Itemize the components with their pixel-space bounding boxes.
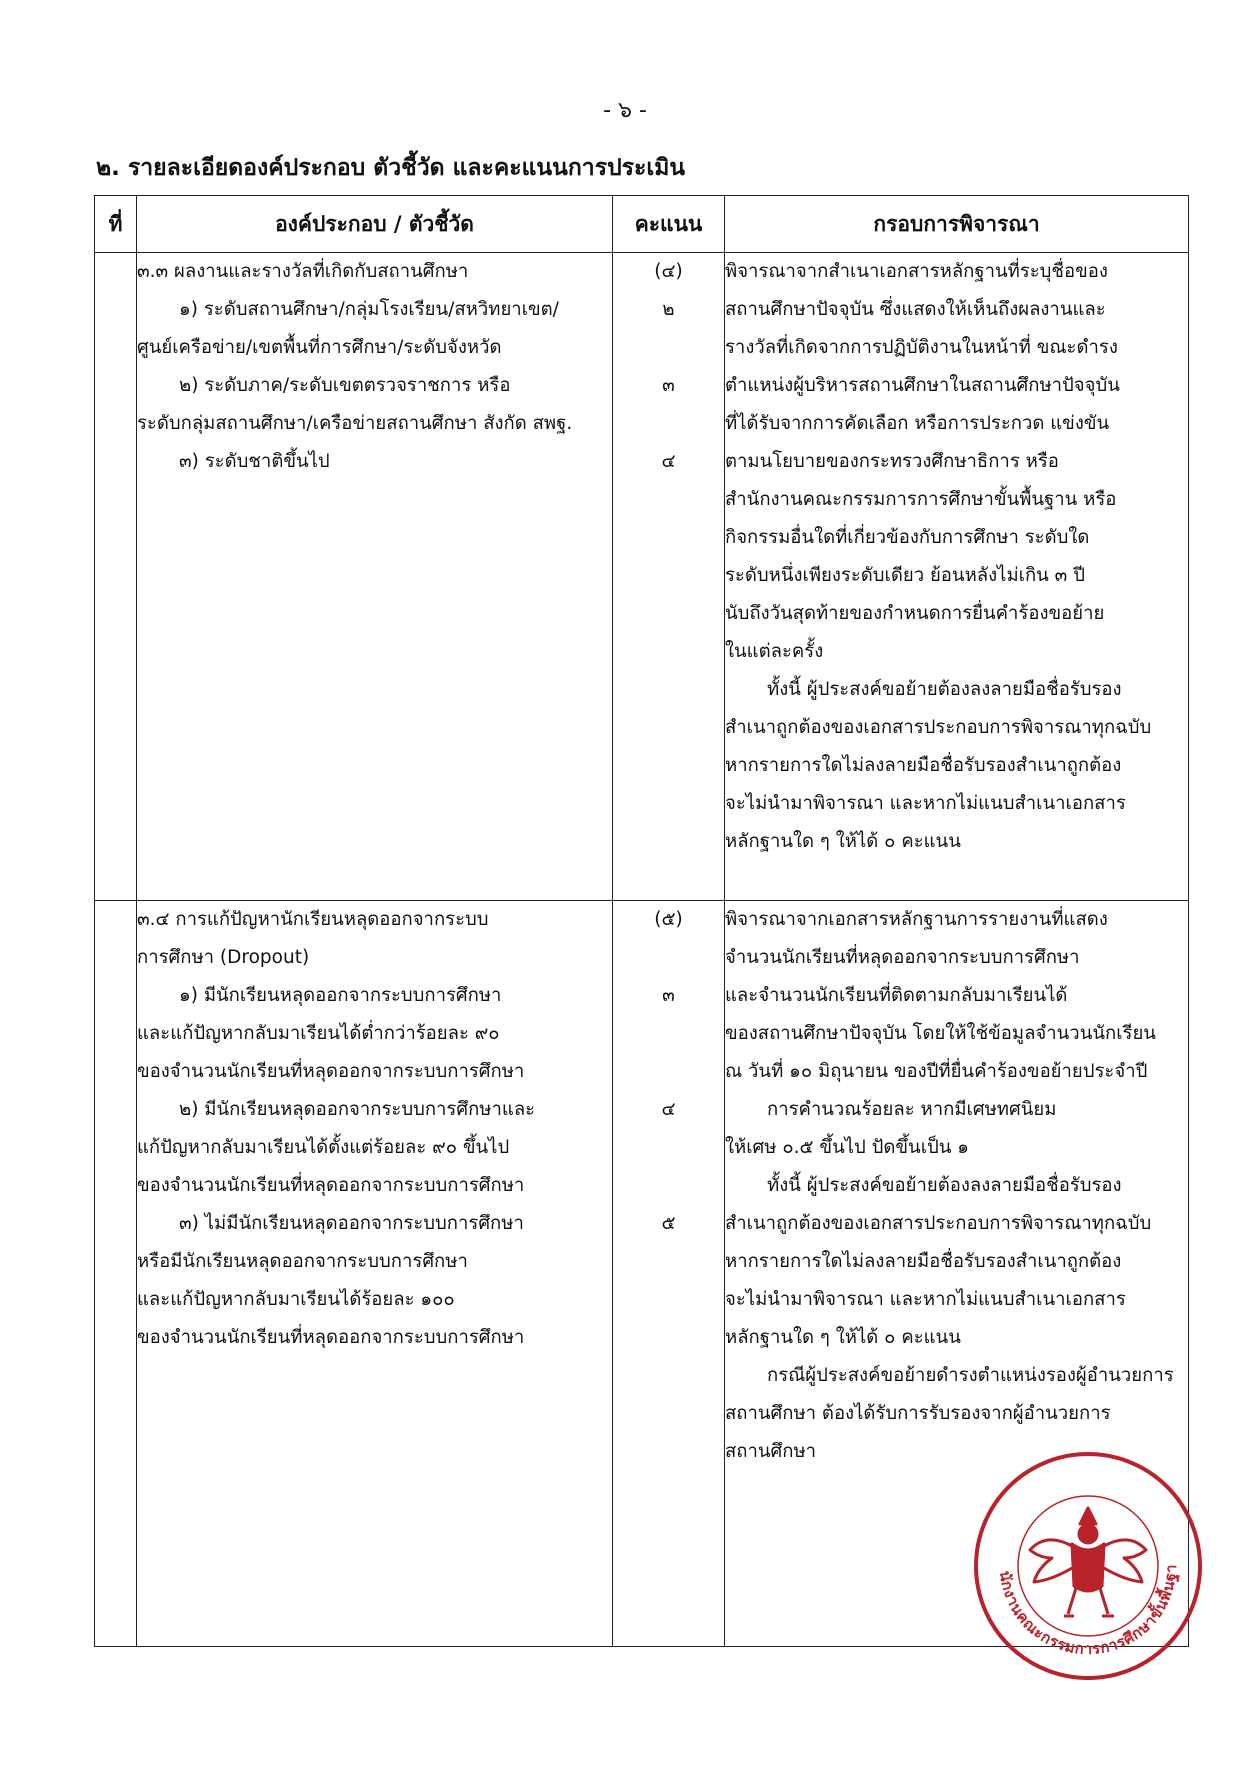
header-score: คะแนน xyxy=(613,196,725,253)
criteria-line: สำเนาถูกต้องของเอกสารประกอบการพิจารณาทุกฉบับ xyxy=(725,1213,1152,1234)
criteria-line: จำนวนนักเรียนที่หลุดออกจากระบบการศึกษา xyxy=(725,947,1080,968)
row-number-cell xyxy=(95,253,137,901)
criteria-line: การคำนวณร้อยละ หากมีเศษทศนิยม xyxy=(767,1099,1057,1120)
criteria-line: ระดับหนึ่งเพียงระดับเดียว ย้อนหลังไม่เกิน ๓ ปี xyxy=(725,565,1085,586)
criteria-cell xyxy=(725,253,1189,901)
criteria-line: รางวัลที่เกิดจากการปฏิบัติงานในหน้าที่ ขณะดำรง xyxy=(725,337,1118,358)
component-line: ของจำนวนนักเรียนที่หลุดออกจากระบบการศึกษา xyxy=(137,1061,525,1082)
component-line: ๒) มีนักเรียนหลุดออกจากระบบการศึกษาและ xyxy=(179,1099,536,1120)
score-line: ๓ xyxy=(662,375,675,396)
criteria-line: ในแต่ละครั้ง xyxy=(725,641,824,662)
criteria-line: สถานศึกษาปัจจุบัน ซึ่งแสดงให้เห็นถึงผลงานและ xyxy=(725,299,1106,320)
score-line: ๔ xyxy=(661,1099,676,1120)
component-line: ๓.๓ ผลงานและรางวัลที่เกิดกับสถานศึกษา xyxy=(137,261,469,282)
criteria-line: จะไม่นำมาพิจารณา และหากไม่แนบสำเนาเอกสาร xyxy=(725,793,1126,814)
score-cell xyxy=(613,253,725,901)
score-line xyxy=(613,405,724,443)
component-line: ระดับกลุ่มสถานศึกษา/เครือข่ายสถานศึกษา สังกัด สพฐ. xyxy=(137,413,573,434)
score-line: (๕) xyxy=(654,909,683,930)
criteria-line: หากรายการใดไม่ลงลายมือชื่อรับรองสำเนาถูกต้อง xyxy=(725,1251,1122,1272)
criteria-line: สำเนาถูกต้องของเอกสารประกอบการพิจารณาทุกฉบับ xyxy=(725,717,1152,738)
criteria-line: ทั้งนี้ ผู้ประสงค์ขอย้ายต้องลงลายมือชื่อรับรอง xyxy=(767,679,1122,700)
criteria-line: ที่ได้รับจากการคัดเลือก หรือการประกวด แข่งขัน xyxy=(725,413,1110,434)
score-line xyxy=(613,1015,724,1053)
component-line: ๒) ระดับภาค/ระดับเขตตรวจราชการ หรือ xyxy=(179,375,511,396)
score-line: ๒ xyxy=(662,299,675,320)
header-component: องค์ประกอบ / ตัวชี้วัด xyxy=(137,196,613,253)
criteria-line: หลักฐานใด ๆ ให้ได้ ๐ คะแนน xyxy=(725,1327,961,1348)
criteria-line: พิจารณาจากเอกสารหลักฐานการรายงานที่แสดง xyxy=(725,909,1108,930)
table-row xyxy=(95,253,1189,901)
table-header-row xyxy=(95,196,1189,253)
criteria-line: กิจกรรมอื่นใดที่เกี่ยวข้องกับการศึกษา ระดับใด xyxy=(725,527,1090,548)
criteria-line: และจำนวนนักเรียนที่ติดตามกลับมาเรียนได้ xyxy=(725,985,1068,1006)
component-line: ๓.๔ การแก้ปัญหานักเรียนหลุดออกจากระบบ xyxy=(137,909,489,930)
score-line: ๕ xyxy=(661,1213,676,1234)
score-cell xyxy=(613,901,725,1647)
assessment-table xyxy=(94,195,1189,1647)
garuda-emblem-icon xyxy=(968,1446,1208,1686)
criteria-line: ทั้งนี้ ผู้ประสงค์ขอย้ายต้องลงลายมือชื่อรับรอง xyxy=(767,1175,1122,1196)
score-line: ๔ xyxy=(661,451,676,472)
component-cell xyxy=(137,901,613,1647)
component-line: ๑) ระดับสถานศึกษา/กลุ่มโรงเรียน/สหวิทยาเขต/ xyxy=(179,299,559,320)
row-number-cell xyxy=(95,901,137,1647)
component-line: ๓) ระดับชาติขึ้นไป xyxy=(179,451,330,472)
criteria-line: กรณีผู้ประสงค์ขอย้ายดำรงตำแหน่งรองผู้อำนวยการ xyxy=(767,1365,1174,1386)
criteria-line: หากรายการใดไม่ลงลายมือชื่อรับรองสำเนาถูกต้อง xyxy=(725,755,1122,776)
component-line: การศึกษา (Dropout) xyxy=(137,947,310,968)
criteria-line: ณ วันที่ ๑๐ มิถุนายน ของปีที่ยื่นคำร้องขอย้ายประจำปี xyxy=(725,1061,1148,1082)
criteria-line: พิจารณาจากสำเนาเอกสารหลักฐานที่ระบุชื่อของ xyxy=(725,261,1108,282)
score-line xyxy=(613,1129,724,1167)
score-line xyxy=(613,1053,724,1091)
criteria-line: นับถึงวันสุดท้ายของกำหนดการยื่นคำร้องขอย้าย xyxy=(725,603,1105,624)
component-line: หรือมีนักเรียนหลุดออกจากระบบการศึกษา xyxy=(137,1251,468,1272)
criteria-line: หลักฐานใด ๆ ให้ได้ ๐ คะแนน xyxy=(725,831,961,852)
component-line: และแก้ปัญหากลับมาเรียนได้ต่ำกว่าร้อยละ ๙๐ xyxy=(137,1023,500,1044)
section-heading: ๒. รายละเอียดองค์ประกอบ ตัวชี้วัด และคะแนนการประเมิน xyxy=(96,155,686,181)
score-line xyxy=(613,329,724,367)
seal-text: นักงานคณะกรรมการการศึกษาขั้นพื้นฐา xyxy=(996,1563,1181,1659)
criteria-line: สถานศึกษา ต้องได้รับการรับรองจากผู้อำนวยการ xyxy=(725,1403,1111,1424)
header-criteria: กรอบการพิจารณา xyxy=(725,196,1189,253)
official-seal xyxy=(968,1446,1208,1686)
criteria-line: จะไม่นำมาพิจารณา และหากไม่แนบสำเนาเอกสาร xyxy=(725,1289,1126,1310)
criteria-line: ตามนโยบายของกระทรวงศึกษาธิการ หรือ xyxy=(725,451,1059,472)
component-line: ของจำนวนนักเรียนที่หลุดออกจากระบบการศึกษา xyxy=(137,1327,525,1348)
header-number: ที่ xyxy=(95,196,137,253)
criteria-line: ให้เศษ ๐.๕ ขึ้นไป ปัดขึ้นเป็น ๑ xyxy=(725,1137,970,1158)
component-line: แก้ปัญหากลับมาเรียนได้ตั้งแต่ร้อยละ ๙๐ ขึ้นไป xyxy=(137,1137,510,1158)
component-line: ๑) มีนักเรียนหลุดออกจากระบบการศึกษา xyxy=(179,985,502,1006)
component-line: ศูนย์เครือข่าย/เขตพื้นที่การศึกษา/ระดับจังหวัด xyxy=(137,337,502,358)
criteria-line: สำนักงานคณะกรรมการการศึกษาขั้นพื้นฐาน หรือ xyxy=(725,489,1117,510)
score-line: (๔) xyxy=(654,261,683,282)
component-cell xyxy=(137,253,613,901)
score-line xyxy=(613,939,724,977)
page-number: - ๖ - xyxy=(603,98,647,123)
component-line: ของจำนวนนักเรียนที่หลุดออกจากระบบการศึกษา xyxy=(137,1175,525,1196)
score-line: ๓ xyxy=(662,985,675,1006)
component-line: และแก้ปัญหากลับมาเรียนได้ร้อยละ ๑๐๐ xyxy=(137,1289,455,1310)
criteria-line: ของสถานศึกษาปัจจุบัน โดยให้ใช้ข้อมูลจำนวนนักเรียน xyxy=(725,1023,1156,1044)
criteria-line: สถานศึกษา xyxy=(725,1441,817,1462)
component-line: ๓) ไม่มีนักเรียนหลุดออกจากระบบการศึกษา xyxy=(179,1213,524,1234)
criteria-line: ตำแหน่งผู้บริหารสถานศึกษาในสถานศึกษาปัจจุบัน xyxy=(725,375,1120,396)
score-line xyxy=(613,1167,724,1205)
